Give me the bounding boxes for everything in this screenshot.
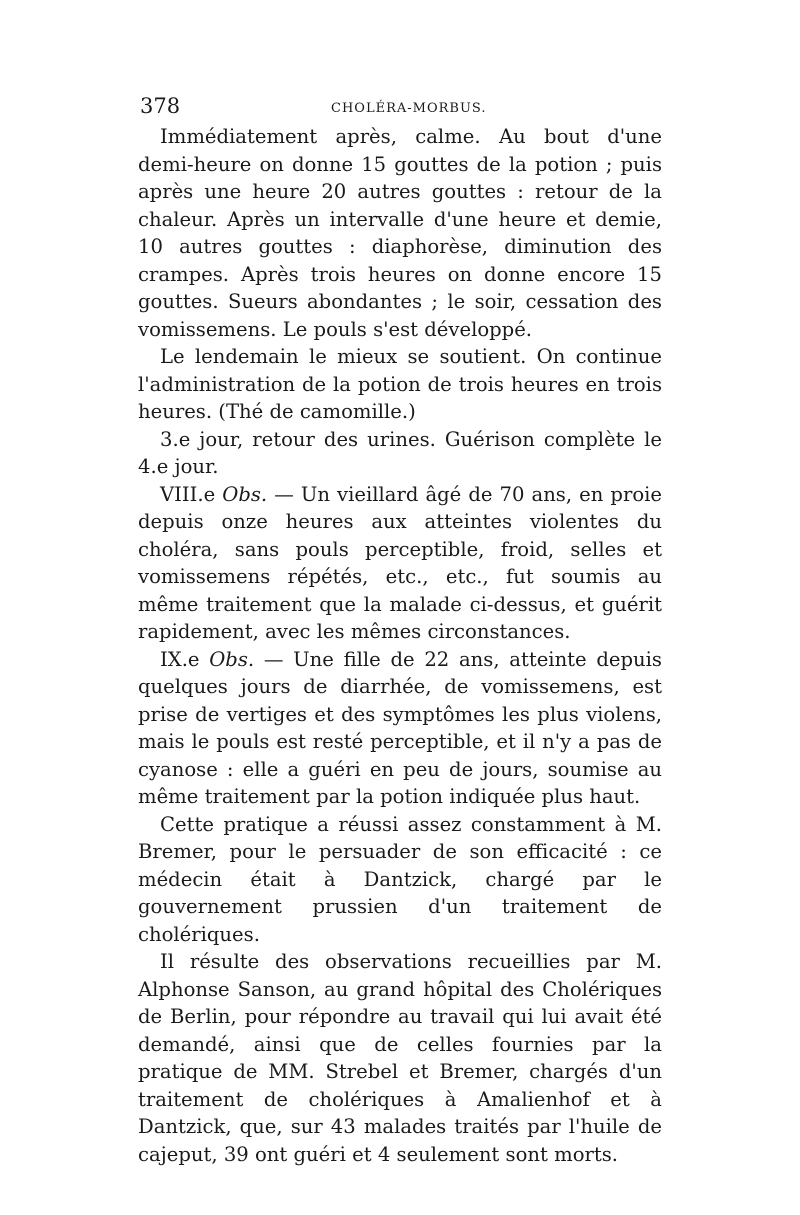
paragraph-text: Immédiatement après, calme. Au bout d'une demi-heure on donne 15 gouttes de la potion ; puis après une heure 20 autres gouttes : retour de la chaleur. Après un intervalle d'une heure et demie, 10 autres gouttes : diaphorèse, diminution des crampes. Après trois heures on donne encore 15 gouttes. Sueurs abondantes ; le soir, cessation des vomissemens. Le pouls s'est développé.	[138, 125, 662, 341]
running-title: CHOLÉRA-MORBUS.	[331, 101, 487, 116]
observation-label: Obs.	[222, 482, 268, 506]
observation-viii	[138, 481, 662, 646]
observation-number: IX.e	[160, 647, 200, 671]
paragraph-text: Le lendemain le mieux se soutient. On continue l'administration de la potion de trois heures en trois heures. (Thé de camomille.)	[138, 345, 662, 423]
book-page	[138, 92, 662, 1168]
paragraph-2	[138, 343, 662, 426]
observation-number: VIII.e	[160, 482, 216, 506]
observation-label: Obs.	[209, 647, 255, 671]
paragraph-3	[138, 426, 662, 481]
paragraph-text: — Une fille de 22 ans, atteinte depuis quelques jours de diarrhée, de vomissemens, est prise de vertiges et des symptômes les plus violens, mais le pouls est resté perceptible, et il n'y a pas de cyanose : elle a guéri en peu de jours, soumise au même traitement par la potion indiquée plus haut.	[138, 647, 662, 808]
observation-ix	[138, 646, 662, 811]
paragraph-text: 3.e jour, retour des urines. Guérison complète le 4.e jour.	[138, 427, 662, 478]
page-header	[138, 92, 662, 122]
paragraph-text: — Un vieillard âgé de 70 ans, en proie depuis onze heures aux atteintes violentes du choléra, sans pouls perceptible, froid, selles et vomissemens répétés, etc., etc., fut soumis au même traitement que la malade ci-dessus, et guérit rapidement, avec les mêmes circonstances.	[138, 482, 662, 643]
page-number: 378	[140, 94, 181, 118]
paragraph-6	[138, 811, 662, 949]
paragraph-7	[138, 948, 662, 1168]
paragraph-text: Il résulte des observations recueillies par M. Alphonse Sanson, au grand hôpital des Cholériques de Berlin, pour répondre au travail qui lui avait été demandé, ainsi que de celles fournies par la pratique de MM. Strebel et Bremer, chargés d'un traitement de cholériques à Amalienhof et à Dantzick, que, sur 43 malades traités par l'huile de cajeput, 39 ont guéri et 4 seulement sont morts.	[138, 950, 662, 1166]
paragraph-1	[138, 123, 662, 343]
paragraph-text: Cette pratique a réussi assez constamment à M. Bremer, pour le persuader de son efficacité : ce médecin était à Dantzick, chargé par le gouvernement prussien d'un traitement de cholériques.	[138, 812, 662, 946]
body-text	[138, 123, 662, 1168]
